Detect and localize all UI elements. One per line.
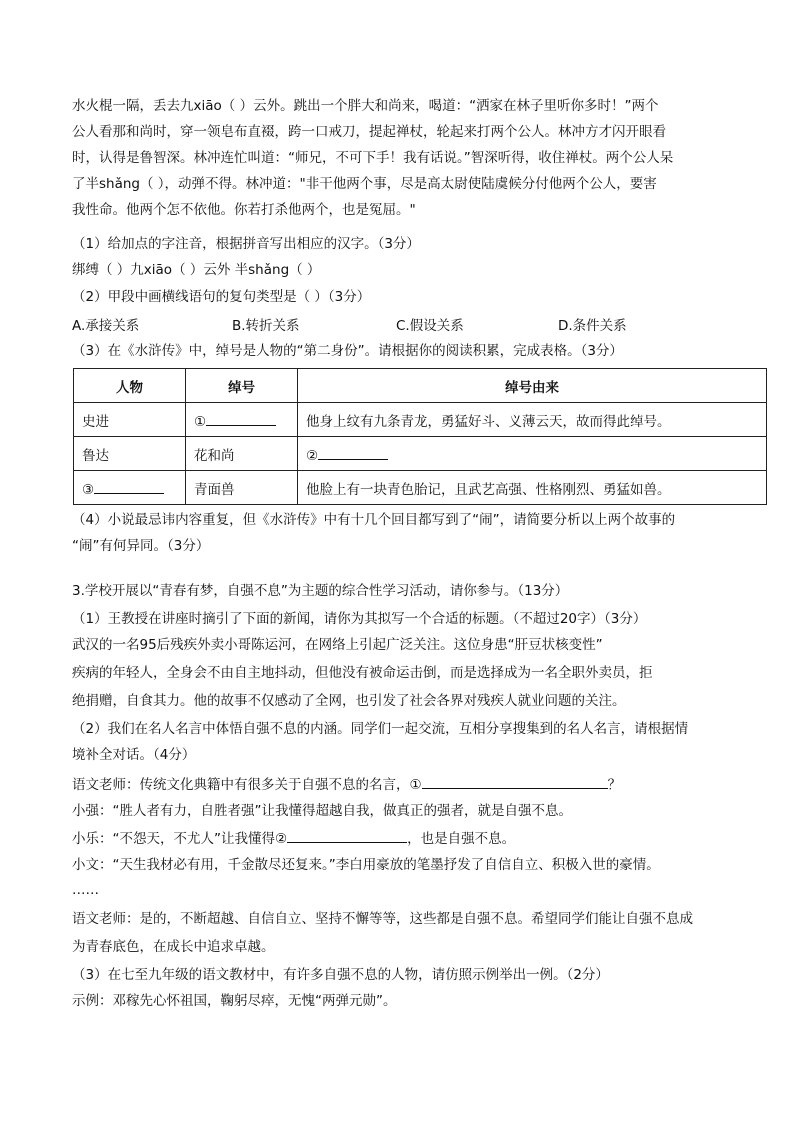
option-a[interactable]: A.承接关系 (72, 318, 140, 334)
dialogue-teacher-2: 语文老师：是的，不断超越、自信自立、坚持不懈等等，这些都是自强不息。希望同学们能让自强不息成 (72, 911, 693, 927)
question-2-options (72, 314, 672, 334)
dialogue-teacher-2: 为青春底色，在成长中追求卓越。 (72, 939, 275, 955)
passage-line: 了半shǎng（ ），动弹不得。林冲道："非干他两个事，尽是高太尉使陆虞候分付他两个公人，要害 (72, 176, 657, 192)
cell-origin: 他脸上有一块青色胎记，且武艺高强、性格刚烈、勇猛如兽。 (298, 471, 767, 505)
section-3-title: 3.学校开展以“青春有梦，自强不息”为主题的综合性学习活动，请你参与。（13分） (72, 583, 569, 599)
blank-marker: ③ (82, 481, 95, 498)
section-3-q3-prompt: （3）在七至九年级的语文教材中，有许多自强不息的人物，请仿照示例举出一例。（2分） (72, 967, 609, 983)
table-row (74, 437, 767, 471)
passage-line: 水火棍一隔，丢去九xiāo（ ）云外。跳出一个胖大和尚来，喝道：“洒家在林子里听你多时！”两个 (72, 98, 659, 114)
cell-nickname: 花和尚 (186, 437, 298, 471)
passage-line: 我性命。他两个怎不依他。你若打杀他两个，也是冤屈。" (72, 202, 416, 218)
dialogue-ellipsis: …… (72, 882, 99, 898)
header-person: 人物 (74, 369, 186, 403)
news-line: 绝捐赠，自食其力。他的故事不仅感动了全网，也引发了社会各界对残疾人就业问题的关注。 (72, 693, 626, 709)
dialogue-teacher-1 (72, 773, 621, 795)
option-c[interactable]: C.假设关系 (396, 318, 464, 334)
table-header-row (74, 369, 767, 403)
dialogue-text: 语文老师：传统文化典籍中有很多关于自强不息的名言，① (72, 777, 422, 793)
nickname-table (73, 368, 767, 505)
header-origin: 绰号由来 (298, 369, 767, 403)
dialogue-xiaole (72, 827, 515, 849)
cell-origin: 他身上纹有九条青龙，勇猛好斗、义薄云天，故而得此绰号。 (298, 403, 767, 437)
blank-marker: ② (306, 447, 319, 464)
section-3-example: 示例：邓稼先心怀祖国，鞠躬尽瘁，无愧“两弹元勋”。 (72, 993, 397, 1009)
table-row (74, 403, 767, 437)
dialogue-text: ？ (607, 777, 622, 793)
cell-nickname-blank[interactable] (186, 403, 298, 437)
table-row (74, 471, 767, 505)
cell-person: 史进 (74, 403, 186, 437)
question-2-prompt: （2）甲段中画横线语句的复句类型是（ ）（3分） (72, 289, 371, 305)
passage-line: 公人看那和尚时，穿一领皂布直裰，跨一口戒刀，提起禅杖，轮起来打两个公人。林冲方才闪开眼看 (72, 124, 666, 140)
dialogue-text: ，也是自强不息。 (407, 831, 516, 847)
blank-line (94, 478, 164, 494)
section-3-q2-line: （2）我们在名人名言中体悟自强不息的内涵。同学们一起交流，互相分享搜集到的名人名言，请根据情 (72, 721, 689, 737)
cell-nickname: 青面兽 (186, 471, 298, 505)
dialogue-xiaoqiang: 小强：“胜人者有力，自胜者强”让我懂得超越自我，做真正的强者，就是自强不息。 (72, 803, 572, 819)
section-3-q1-prompt: （1）王教授在讲座时摘引了下面的新闻，请你为其拟写一个合适的标题。（不超过20字）（3分） (72, 611, 647, 627)
blank-line[interactable] (287, 827, 407, 843)
dialogue-xiaowen: 小文：“天生我材必有用，千金散尽还复来。”李白用豪放的笔墨抒发了自信自立、积极入世的豪情。 (72, 857, 660, 873)
option-d[interactable]: D.条件关系 (558, 318, 627, 334)
section-3-q2-line: 境补全对话。（4分） (72, 747, 196, 763)
news-line: 疾病的年轻人，全身会不由自主地抖动，但他没有被命运击倒，而是选择成为一名全职外卖员，拒 (72, 665, 653, 681)
dialogue-text: 小乐：“不怨天，不尤人”让我懂得② (72, 831, 288, 847)
blank-line[interactable] (422, 773, 608, 789)
cell-origin-blank[interactable] (298, 437, 767, 471)
question-3-prompt: （3）在《水浒传》中，绰号是人物的“第二身份”。请根据你的阅读积累，完成表格。（3分） (72, 343, 623, 359)
cell-person: 鲁达 (74, 437, 186, 471)
header-nickname: 绰号 (186, 369, 298, 403)
option-b[interactable]: B.转折关系 (232, 318, 300, 334)
cell-person-blank[interactable] (74, 471, 186, 505)
blank-marker: ① (194, 413, 207, 430)
news-line: 武汉的一名95后残疾外卖小哥陈运河，在网络上引起广泛关注。这位身患“肝豆状核变性” (72, 637, 603, 653)
question-1-prompt: （1）给加点的字注音，根据拼音写出相应的汉字。（3分） (72, 236, 420, 252)
question-1-answer-line: 绑缚（ ）九xiāo（ ）云外 半shǎng（ ） (72, 262, 321, 278)
question-4-line: （4）小说最忌讳内容重复，但《水浒传》中有十几个回目都写到了“闹”，请简要分析以上两个故事的 (72, 512, 676, 528)
blank-line (318, 444, 388, 460)
blank-line (206, 410, 276, 426)
passage-line: 时，认得是鲁智深。林冲连忙叫道：“师兄，不可下手！我有话说。”智深听得，收住禅杖。两个公人呆 (72, 150, 674, 166)
question-4-line: “闹”有何异同。（3分） (72, 538, 210, 554)
